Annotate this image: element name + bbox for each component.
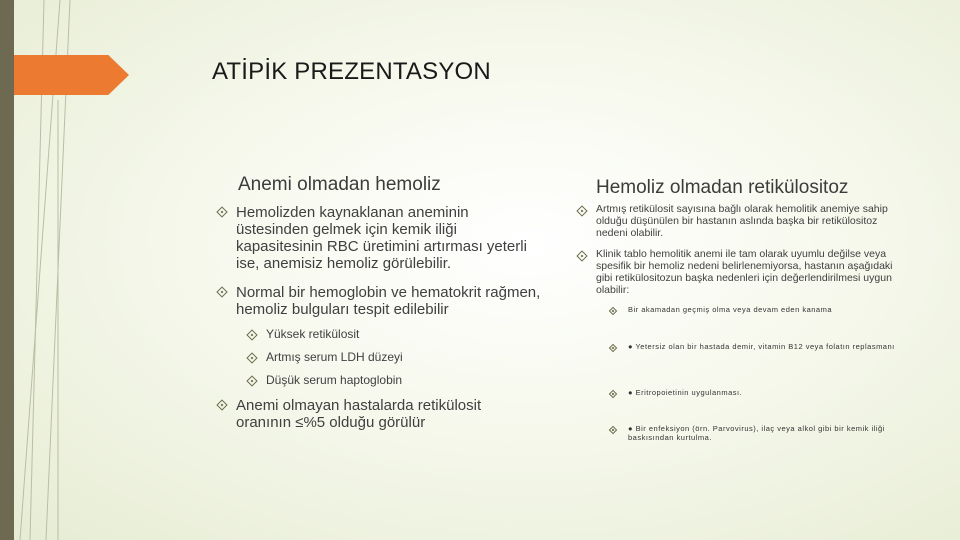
right-sub-bullet-1-text: Bir akamadan geçmiş olma veya devam eden kanama [628,305,833,314]
left-bullet-2-text: Normal bir hemoglobin ve hematokrit rağmen, hemoliz bulguları tespit edilebilir [236,284,541,318]
left-bullet-1 [218,204,528,272]
left-sub-bullet-1 [248,327,508,341]
right-sub-bullet-4-text: ● Bir enfeksiyon (örn. Parvovirus), ilaç veya alkol gibi bir kemik iliği baskısından kurtulma. [628,424,885,442]
right-column-heading: Hemoliz olmadan retikülositoz [596,177,849,198]
left-sub-bullet-2 [248,350,508,364]
diamond-bullet-icon [246,329,257,340]
left-sub-bullet-1-text: Yüksek retikülosit [266,327,360,341]
right-sub-bullet-3-text: ● Eritropoietinin uygulanması. [628,388,743,397]
diamond-bullet-icon [216,206,227,217]
right-bullet-1 [578,203,908,239]
diamond-bullet-icon [576,250,587,261]
left-column-heading: Anemi olmadan hemoliz [238,174,441,195]
left-sub-bullet-3-text: Düşük serum haptoglobin [266,373,403,387]
right-sub-bullet-2-text: ● Yetersiz olan bir hastada demir, vitamin B12 veya folatın replasmanı [628,342,895,351]
right-sub-bullet-1 [610,305,900,314]
right-bullet-2 [578,248,908,296]
diamond-bullet-icon [609,426,617,434]
diamond-bullet-icon [576,205,587,216]
diamond-bullet-icon [609,344,617,352]
left-bullet-1-text: Hemolizden kaynaklanan aneminin üstesinden gelmek için kemik iliği kapasitesinin RBC üretimini artırması yeterli ise, anemisiz hemoliz görülebilir. [236,204,527,272]
diamond-bullet-icon [216,286,227,297]
diamond-bullet-icon [216,399,227,410]
diamond-bullet-icon [246,375,257,386]
right-bullet-2-text: Klinik tablo hemolitik anemi ile tam olarak uyumlu değilse veya spesifik bir hemoliz nedeni belirlenemiyorsa, hastanın aşağıdaki gibi retikülositozun başka nedenleri için değerlendirilmesi uygun olabilir: [596,248,893,296]
diamond-bullet-icon [609,307,617,315]
left-sub-bullet-2-text: Artmış serum LDH düzeyi [266,350,403,364]
left-bullet-2 [218,284,548,318]
left-bullet-3-text: Anemi olmayan hastalarda retikülosit oranının ≤%5 olduğu görülür [236,397,482,431]
right-bullet-1-text: Artmış retikülosit sayısına bağlı olarak hemolitik anemiye sahip olduğu düşünülen bir hastanın aslında başka bir retikülositoz nedeni olabilir. [596,203,888,239]
right-sub-bullet-2 [610,342,900,351]
left-sub-bullet-3 [248,373,508,387]
title-arrow-accent [14,55,129,95]
right-sub-bullet-4 [610,424,900,442]
diamond-bullet-icon [246,352,257,363]
left-bullet-3 [218,397,518,431]
diamond-bullet-icon [609,390,617,398]
right-sub-bullet-3 [610,388,900,397]
slide-title: ATİPİK PREZENTASYON [212,58,491,85]
